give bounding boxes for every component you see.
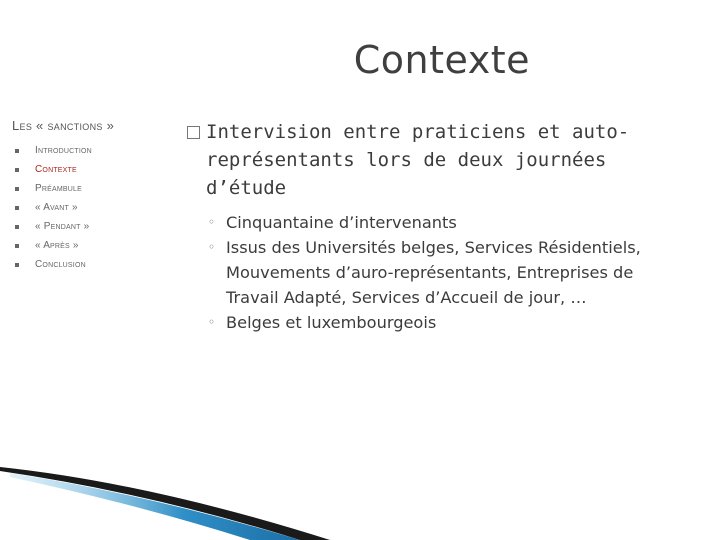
square-bullet-icon	[15, 168, 19, 172]
square-bullet-icon	[15, 206, 19, 210]
sidebar-item-conclusion[interactable]	[12, 255, 172, 274]
square-bullet-icon	[15, 225, 19, 229]
sub-bullet-text: Cinquantaine d’intervenants	[226, 213, 457, 232]
sub-bullet-text: Belges et luxembourgeois	[226, 313, 437, 332]
ring-icon: ◦	[208, 215, 216, 229]
square-bullet-icon	[15, 187, 19, 191]
sub-bullet-item	[208, 310, 676, 335]
decorative-swoosh	[0, 455, 720, 540]
sidebar-list	[12, 141, 172, 274]
sidebar-item-label: « Avant »	[35, 202, 78, 213]
sidebar-heading: Les « sanctions »	[12, 118, 115, 133]
sidebar-item-pendant[interactable]	[12, 217, 172, 236]
sub-bullet-item	[208, 235, 676, 310]
square-bullet-icon	[15, 149, 19, 153]
sidebar-item-label: « Pendant »	[35, 221, 90, 232]
swoosh-dark	[0, 467, 330, 540]
main-content	[186, 118, 676, 335]
square-bullet-icon	[15, 244, 19, 248]
sidebar-item-label: « Après »	[35, 240, 79, 251]
sidebar-item-avant[interactable]	[12, 198, 172, 217]
sidebar-item-label: Conclusion	[35, 259, 86, 270]
sidebar-item-label: Préambule	[35, 183, 82, 194]
square-bullet-icon	[15, 263, 19, 267]
sidebar-item-apres[interactable]	[12, 236, 172, 255]
ring-icon: ◦	[208, 315, 216, 329]
main-bullet-point	[186, 118, 676, 202]
slide-title: Contexte	[353, 38, 530, 82]
sidebar-nav	[12, 118, 172, 274]
ring-icon: ◦	[208, 240, 216, 254]
sidebar-item-introduction[interactable]	[12, 141, 172, 160]
checkbox-icon	[187, 126, 200, 139]
sidebar-item-contexte[interactable]	[12, 160, 172, 179]
main-point-text: Intervision entre praticiens et auto-représentants lors de deux journées d’étude	[206, 121, 630, 199]
sidebar-item-label: Introduction	[35, 145, 92, 156]
sidebar-item-preambule[interactable]	[12, 179, 172, 198]
sub-bullet-item	[208, 210, 676, 235]
sub-bullet-text: Issus des Universités belges, Services Résidentiels, Mouvements d’auro-représentants, Entreprises de Travail Adapté, Services d’Accueil de jour, …	[226, 238, 641, 307]
swoosh-blue	[10, 473, 300, 540]
sidebar-item-label: Contexte	[35, 164, 77, 175]
sub-bullet-list	[186, 210, 676, 335]
